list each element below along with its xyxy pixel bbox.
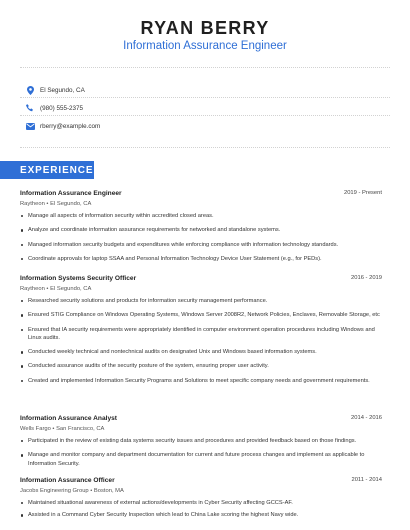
bullet-item: Created and implemented Information Security Programs and Solutions to meet specific company needs and government requirements. [20,377,382,385]
bullet-item: Coordinate approvals for laptop SSAA and Personal Information Technology Device User Statement (e.g., for PEDs). [20,255,382,263]
divider [20,147,390,148]
bullet-item: Analyze and coordinate information assurance requirements for networked and standalone systems. [20,226,382,234]
contact-phone [24,103,83,113]
job-role: Information Assurance Analyst [20,415,117,422]
job-dates: 2011 - 2014 [351,477,382,483]
bullet-item: Conducted weekly technical and nontechnical audits on designated Unix and Windows based information systems. [20,348,382,356]
job-entry [20,190,382,263]
bullet-item: Assisted in a Command Cyber Security Inspection which lead to China Lake scoring the highest Navy wide. [20,511,382,519]
job-company: Wells Fargo • San Francisco, CA [20,426,105,432]
job-role: Information Systems Security Officer [20,275,137,282]
job-bullets [20,437,382,468]
job-dates: 2014 - 2016 [351,415,382,421]
bullet-item: Manage and monitor company and department documentation for current and future process changes and implement as applicable to Information Security. [20,451,382,468]
envelope-icon [24,121,36,131]
phone-text: (980) 555-2375 [40,104,84,112]
job-bullets [20,499,382,520]
job-company: Raytheon • El Segundo, CA [20,286,92,292]
divider [20,97,390,98]
contact-email [24,121,100,131]
bullet-item: Ensured STIG Compliance on Windows Operating Systems, Windows Server 2008R2, Network Policies, Enclaves, Removable Storage, etc [20,311,382,319]
bullet-item: Maintained situational awareness of external actions/developments in Cyber Security affecting GCCS-AF. [20,499,382,507]
bullet-item: Conducted assurance audits of the security posture of the system, ensuring proper user activity. [20,362,382,370]
job-company: Raytheon • El Segundo, CA [20,201,92,207]
job-bullets [20,212,382,263]
email-text: rberry@example.com [40,122,101,130]
job-role: Information Assurance Engineer [20,190,122,197]
job-entry [20,275,382,385]
job-bullets [20,297,382,385]
experience-heading: EXPERIENCE [0,161,94,179]
job-entry [20,477,382,520]
job-dates: 2016 - 2019 [351,275,382,281]
map-pin-icon [24,85,36,95]
divider [20,67,390,68]
job-role: Information Assurance Officer [20,477,115,484]
bullet-item: Participated in the review of existing data systems security issues and procedures and provided feedback based on those findings. [20,437,382,445]
bullet-item: Managed information security budgets and expenditures while enforcing compliance with information technology standards. [20,241,382,249]
bullet-item: Researched security solutions and products for information security management performance. [20,297,382,305]
location-text: El Segundo, CA [40,86,85,94]
contact-location [24,85,85,95]
job-title: Information Assurance Engineer [123,40,287,52]
job-entry [20,415,382,468]
phone-icon [24,103,36,113]
job-company: Jacobs Engineering Group • Boston, MA [20,488,124,494]
bullet-item: Ensured that IA security requirements were appropriately identified in computer environment operation procedures including Windows and Linux audits. [20,326,382,343]
candidate-name: RYAN BERRY [140,18,270,38]
divider [20,115,390,116]
job-dates: 2019 - Present [343,190,382,196]
bullet-item: Manage all aspects of information security within accredited closed areas. [20,212,382,220]
